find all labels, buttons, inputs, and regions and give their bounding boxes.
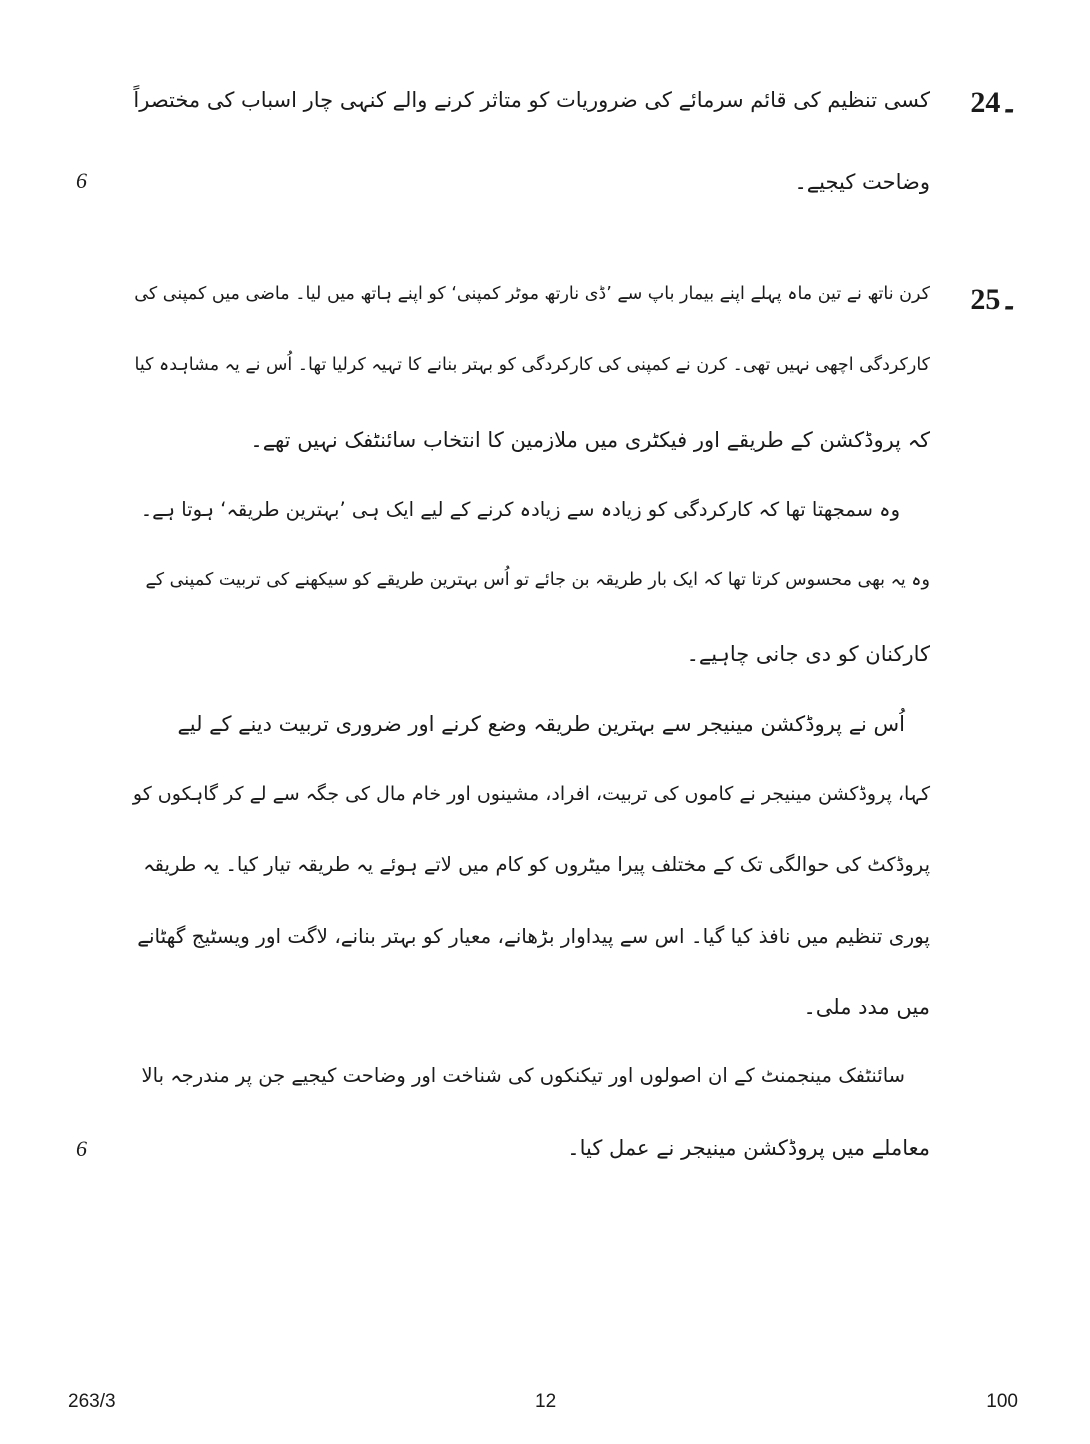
question-25-line-7: اُس نے پروڈکشن مینیجر سے بہترین طریقہ وضع کرنے اور ضروری تربیت دینے کے لیے xyxy=(177,712,905,736)
question-25-line-13: معاملے میں پروڈکشن مینیجر نے عمل کیا۔ xyxy=(567,1136,930,1160)
question-24-number: 24۔ xyxy=(970,86,1018,119)
question-25-line-1: کرن ناتھ نے تین ماہ پہلے اپنے بیمار باپ سے ’ڈی نارتھ موٹر کمپنی‘ کو اپنے ہاتھ میں لیا۔ ماضی میں کمپنی کی xyxy=(134,284,930,304)
question-25-line-4: وہ سمجھتا تھا کہ کارکردگی کو زیادہ سے زیادہ کرنے کے لیے ایک ہی ’بہترین طریقہ‘ ہوتا ہے۔ xyxy=(140,498,900,521)
footer-right-number: 100 xyxy=(986,1391,1018,1412)
question-25-line-6: کارکنان کو دی جانی چاہیے۔ xyxy=(686,642,930,666)
question-25-line-11: میں مدد ملی۔ xyxy=(803,995,930,1019)
question-25-line-2: کارکردگی اچھی نہیں تھی۔ کرن نے کمپنی کی کارکردگی کو بہتر بنانے کا تہیہ کرلیا تھا۔ اُس نے یہ مشاہدہ کیا xyxy=(134,355,930,375)
question-25-line-10: پوری تنظیم میں نافذ کیا گیا۔ اس سے پیداوار بڑھانے، معیار کو بہتر بنانے، لاگت اور ویسٹیج گھٹانے xyxy=(137,924,930,948)
question-25-line-3: کہ پروڈکشن کے طریقے اور فیکٹری میں ملازمین کا انتخاب سائنٹفک نہیں تھے۔ xyxy=(250,428,930,452)
footer-paper-code: 263/3 xyxy=(68,1391,116,1412)
question-25-line-12: سائنٹفک مینجمنٹ کے ان اصولوں اور تیکنکوں کی شناخت اور وضاحت کیجیے جن پر مندرجہ بالا xyxy=(141,1064,905,1087)
question-25-line-9: پروڈکٹ کی حوالگی تک کے مختلف پیرا میٹروں کو کام میں لاتے ہوئے یہ طریقہ تیار کیا۔ یہ طریقہ xyxy=(143,853,930,876)
question-25-number: 25۔ xyxy=(970,283,1018,316)
question-24-line-1: کسی تنظیم کی قائم سرمائے کی ضروریات کو متاثر کرنے والے کنہی چار اسباب کی مختصراً xyxy=(133,88,930,112)
question-25-line-8: کہا، پروڈکشن مینیجر نے کاموں کی تربیت، افراد، مشینوں اور خام مال کی جگہ سے لے کر گاہکوں کو xyxy=(132,783,930,805)
question-25-line-5: وہ یہ بھی محسوس کرتا تھا کہ ایک بار طریقہ بن جائے تو اُس بہترین طریقے کو سیکھنے کی تربیت کمپنی کے xyxy=(145,570,930,590)
question-24-marks: 6 xyxy=(76,168,87,193)
question-25-marks: 6 xyxy=(76,1136,87,1161)
footer-page-number: 12 xyxy=(535,1391,557,1412)
question-24-line-2: وضاحت کیجیے۔ xyxy=(794,170,930,194)
